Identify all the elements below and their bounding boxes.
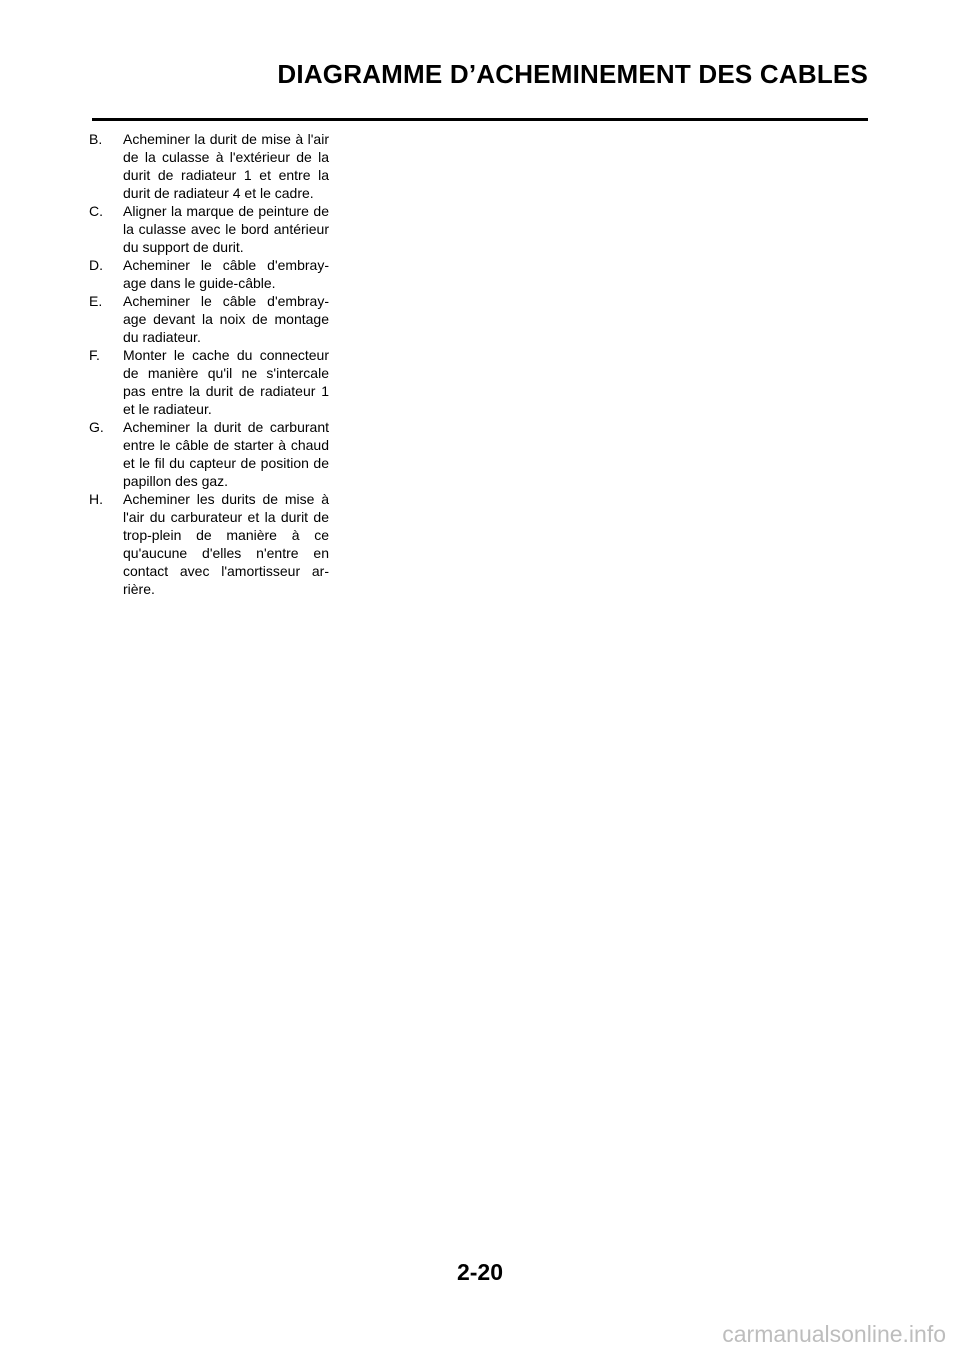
title-divider: [92, 118, 868, 121]
instruction-item-e: [89, 292, 329, 346]
instruction-text: Acheminer la durit de carburant entre le câble de starter à chaud et le fil du capteur de position de papillon des gaz.: [123, 419, 329, 489]
instruction-letter: G.: [89, 419, 104, 435]
instruction-item-h: [89, 490, 329, 598]
instruction-text: Aligner la marque de peinture de la culasse avec le bord antérieur du support de durit.: [123, 203, 329, 255]
watermark-text: carmanualsonline.info: [722, 1321, 946, 1347]
instruction-letter: F.: [89, 347, 100, 363]
instruction-letter: B.: [89, 131, 103, 147]
instruction-text: Monter le cache du connecteur de manière qu'il ne s'intercale pas entre la durit de radiateur 1 et le radiateur.: [123, 347, 329, 417]
instruction-text: Acheminer la durit de mise à l'air de la culasse à l'extérieur de la durit de radiateur 1 et entre la durit de radiateur 4 et le cadre.: [123, 131, 329, 201]
instruction-item-c: [89, 202, 329, 256]
instruction-item-f: [89, 346, 329, 418]
instruction-text: Acheminer le câble d'embray-age dans le guide-câble.: [123, 257, 329, 291]
instruction-item-g: [89, 418, 329, 490]
instruction-list: [89, 130, 329, 598]
instruction-item-b: [89, 130, 329, 202]
page-title: DIAGRAMME D’ACHEMINEMENT DES CABLES: [277, 59, 868, 89]
instruction-letter: E.: [89, 293, 103, 309]
instruction-text: Acheminer les durits de mise à l'air du carburateur et la durit de trop-plein de manière à ce qu'aucune d'elles n'entre en contact avec l'amortisseur ar-rière.: [123, 491, 329, 597]
instruction-letter: C.: [89, 203, 103, 219]
page-number: 2-20: [456, 1259, 504, 1285]
instruction-letter: D.: [89, 257, 103, 273]
instruction-text: Acheminer le câble d'embray-age devant la noix de montage du radiateur.: [123, 293, 329, 345]
instruction-item-d: [89, 256, 329, 292]
instruction-letter: H.: [89, 491, 103, 507]
